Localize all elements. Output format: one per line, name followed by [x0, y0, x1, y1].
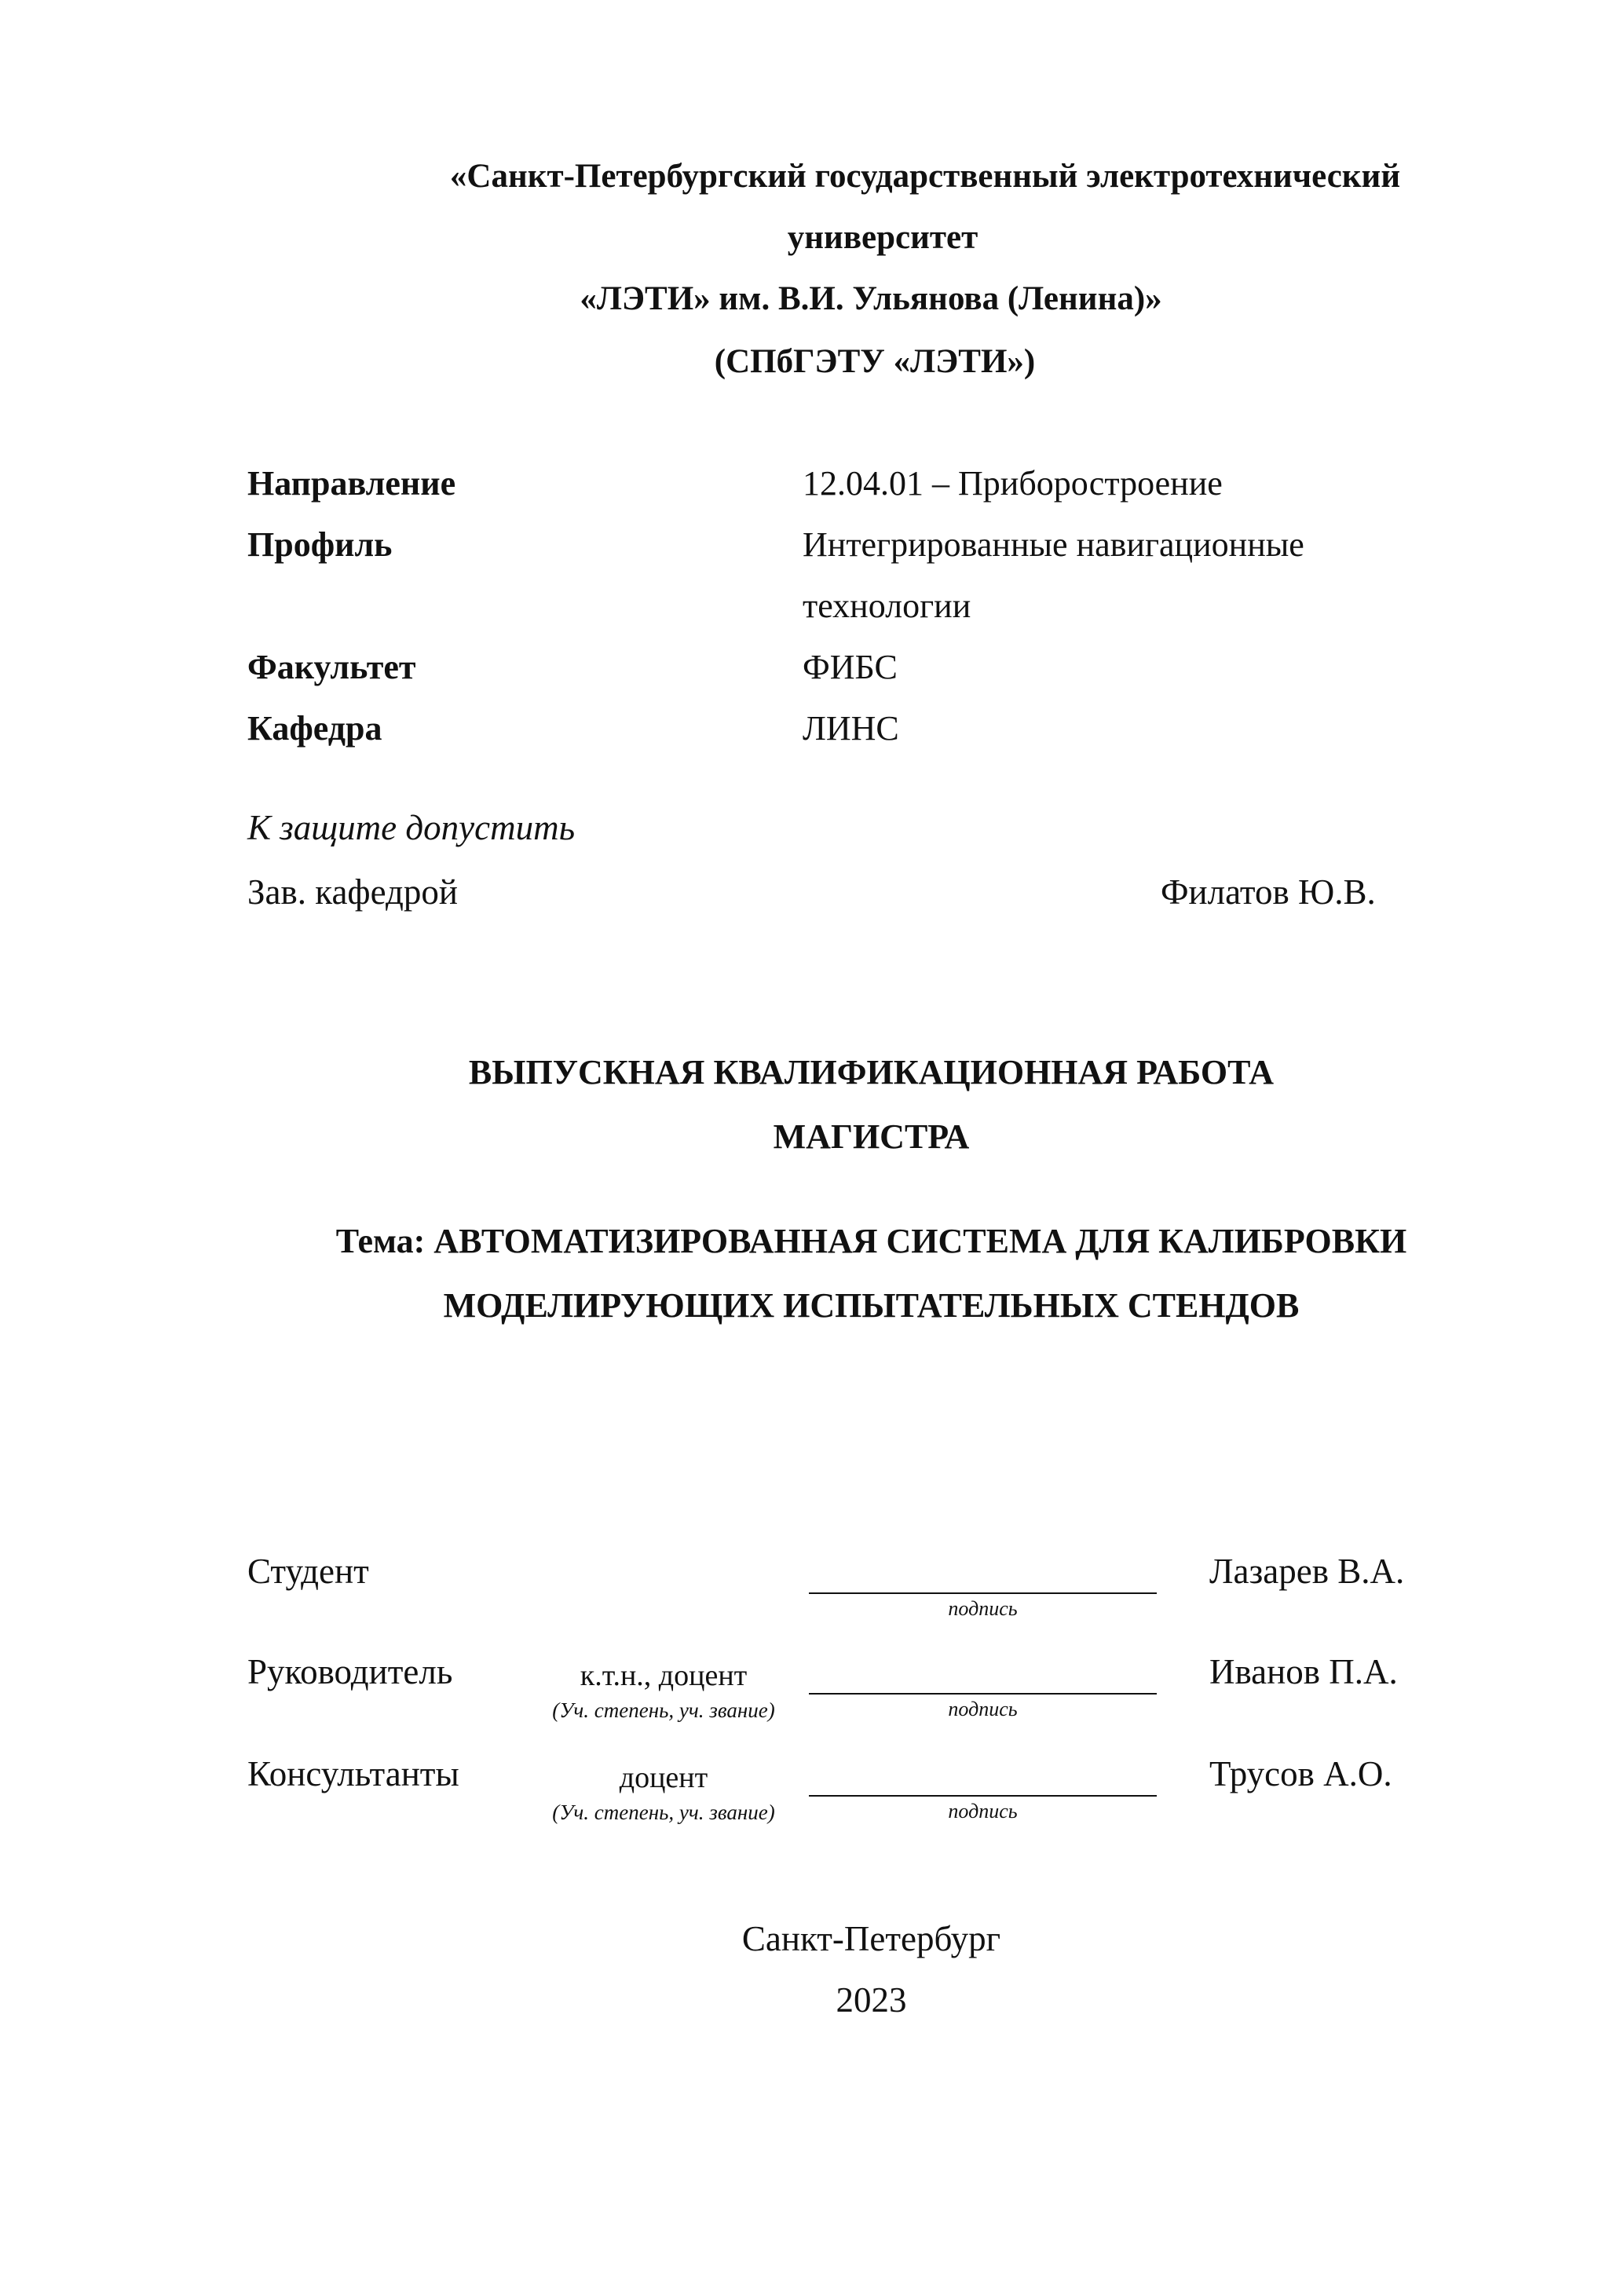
- university-name-line-2: университет: [787, 219, 978, 256]
- work-topic-line-1: Тема: АВТОМАТИЗИРОВАННАЯ СИСТЕМА ДЛЯ КАЛИБРОВКИ: [335, 1222, 1407, 1260]
- signature-name-supervisor: Иванов П.А.: [1209, 1652, 1398, 1691]
- footer-year: 2023: [836, 1980, 907, 2020]
- signature-role-supervisor: Руководитель: [247, 1652, 453, 1691]
- signature-degree-caption-supervisor: (Уч. степень, уч. звание): [552, 1698, 775, 1722]
- info-label-profile: Профиль: [247, 525, 393, 564]
- signature-line-student: [809, 1592, 1157, 1594]
- signature-name-student: Лазарев В.А.: [1209, 1552, 1405, 1591]
- signature-caption-consultants: подпись: [948, 1800, 1018, 1823]
- info-label-direction: Направление: [247, 464, 456, 503]
- signature-degree-consultants: доцент: [619, 1761, 708, 1794]
- work-type-line-2: МАГИСТРА: [773, 1117, 970, 1156]
- admission-role: Зав. кафедрой: [247, 872, 458, 912]
- info-value-profile-continued: технологии: [803, 587, 971, 625]
- signature-line-consultants: [809, 1795, 1157, 1797]
- info-value-faculty: ФИБС: [803, 648, 898, 686]
- signature-line-supervisor: [809, 1693, 1157, 1695]
- signature-role-student: Студент: [247, 1552, 369, 1591]
- work-topic-line-2: МОДЕЛИРУЮЩИХ ИСПЫТАТЕЛЬНЫХ СТЕНДОВ: [443, 1286, 1300, 1325]
- signature-caption-supervisor: подпись: [948, 1698, 1018, 1720]
- university-abbreviation: (СПбГЭТУ «ЛЭТИ»): [714, 343, 1036, 380]
- info-value-profile: Интегрированные навигационные: [803, 525, 1304, 564]
- info-value-direction: 12.04.01 – Приборостроение: [803, 464, 1223, 503]
- work-type-line-1: ВЫПУСКНАЯ КВАЛИФИКАЦИОННАЯ РАБОТА: [468, 1053, 1275, 1091]
- info-value-department: ЛИНС: [803, 709, 899, 748]
- info-label-faculty: Факультет: [247, 648, 416, 686]
- signature-role-consultants: Консультанты: [247, 1754, 459, 1793]
- signature-caption-student: подпись: [948, 1597, 1018, 1620]
- university-name-line-3: «ЛЭТИ» им. В.И. Ульянова (Ленина)»: [580, 280, 1162, 317]
- footer-city: Санкт-Петербург: [741, 1919, 1001, 1958]
- university-name-line-1: «Санкт-Петербургский государственный электротехнический: [449, 158, 1401, 195]
- admission-note: К защите допустить: [247, 808, 576, 847]
- info-label-department: Кафедра: [247, 709, 382, 748]
- signature-degree-caption-consultants: (Уч. степень, уч. звание): [552, 1801, 775, 1824]
- signature-degree-supervisor: к.т.н., доцент: [580, 1659, 748, 1692]
- signature-name-consultants: Трусов А.О.: [1209, 1754, 1392, 1793]
- admission-head-name: Филатов Ю.В.: [1161, 872, 1376, 912]
